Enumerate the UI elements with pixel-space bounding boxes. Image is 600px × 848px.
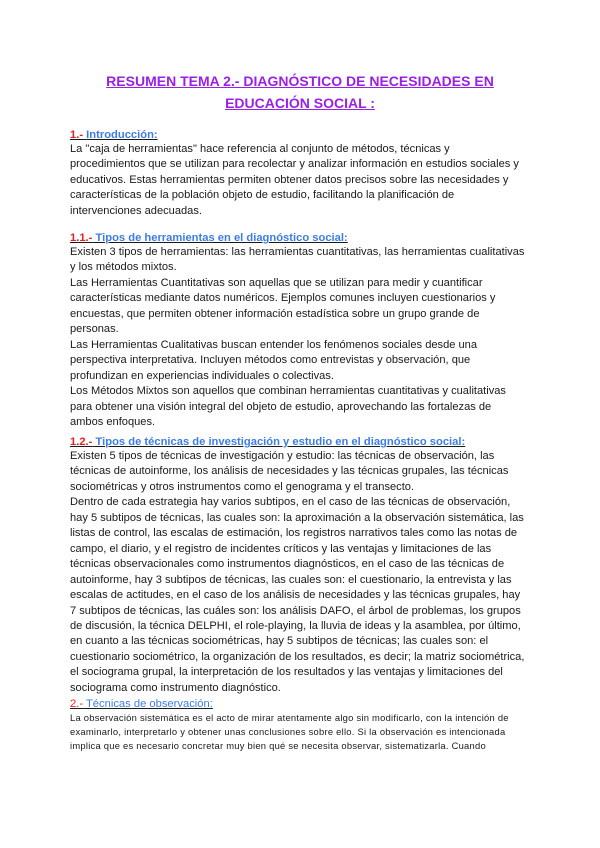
section-heading: [70, 435, 540, 449]
body-text-line: campo, el diario, y el registro de incidentes críticos y las ventajas y limitaciones de las: [70, 542, 492, 555]
body-text-line: autoinforme, hay 3 subtipos de técnicas, las cuales son: el cuestionario, la entrevista y las: [70, 573, 512, 586]
body-text-line: técnicas observacionales como instrumentos diagnósticos, en el caso de las técnicas de: [70, 558, 505, 571]
body-text-line: Las Herramientas Cualitativas buscan entender los fenómenos sociales desde una: [70, 338, 478, 351]
body-text-line: características de la población objeto de estudio, facilitando la planificación de: [70, 189, 455, 202]
body-text-line: características mediante datos numéricos. Ejemplos comunes incluyen cuestionarios y: [70, 292, 496, 305]
body-text-line: sociograma como instrumento diagnóstico.: [70, 681, 281, 694]
section-heading-text: Tipos de herramientas en el diagnóstico social:: [95, 232, 348, 244]
body-text-line: Dentro de cada estrategia hay varios subtipos, en el caso de las técnicas de observación,: [70, 496, 511, 509]
section-heading-text: Introducción:: [86, 129, 158, 141]
body-text-line: implica que es necesario concretar muy bien qué se necesita observar, sistematizarla. Cuando: [70, 740, 486, 751]
section-heading: [70, 697, 540, 711]
section-heading: [70, 128, 540, 142]
body-text-line: personas.: [70, 323, 119, 336]
title-line-1: RESUMEN TEMA 2.- DIAGNÓSTICO DE NECESIDADES EN: [106, 73, 494, 89]
section-heading-text: Técnicas de observación:: [85, 698, 213, 710]
section-tecnicas-observacion: [70, 697, 540, 753]
section-number: 1.2.-: [70, 436, 93, 448]
body-text-line: Los Métodos Mixtos son aquellos que combinan herramientas cuantitativas y cualitativas: [70, 385, 506, 398]
body-text-line: profundizan en experiencias individuales o colectivas.: [70, 369, 334, 382]
section-number: 1.1.-: [70, 232, 93, 244]
body-text-line: encuestas, que permiten obtener información estadística sobre un grupo grande de: [70, 307, 480, 320]
body-text-line: para obtener una visión integral del objeto de estudio, aprovechando las fortalezas de: [70, 400, 492, 413]
body-text-line: en cuanto a las técnicas sociométricas, hay 5 subtipos de técnicas; las cuales son: el: [70, 635, 489, 648]
body-text-line: examinarlo, interpretarlo y obtener unas conclusiones sobre ello. Si la observación es intencionada: [70, 726, 506, 737]
body-text-line: cuestionario sociométrico, la organización de los resultados, es decir; la matriz sociométrica,: [70, 650, 525, 663]
body-text-line: Existen 3 tipos de herramientas: las herramientas cuantitativas, las herramientas cualitativas: [70, 246, 525, 258]
body-text-line: La observación sistemática es el acto de mirar atentamente algo sin modificarlo, con la intención de: [70, 712, 509, 723]
body-text-line: educativos. Estas herramientas permiten obtener datos precisos sobre las necesidades y: [70, 173, 509, 186]
section-tipos-herramientas: [70, 231, 540, 430]
body-text-line: el sociograma grupal, la interpretación de los resultados y las ventajas y limitaciones del: [70, 666, 503, 679]
section-heading-text: Tipos de técnicas de investigación y estudio en el diagnóstico social:: [95, 436, 466, 448]
body-text-line: Las Herramientas Cuantitativas son aquellas que se utilizan para medir y cuantificar: [70, 276, 483, 289]
section-tipos-tecnicas: [70, 435, 540, 696]
body-text-line: intervenciones adecuadas.: [70, 204, 202, 217]
body-text-line: Existen 5 tipos de técnicas de investigación y estudio: las técnicas de observación, las: [70, 450, 495, 462]
section-number: 2.-: [70, 698, 84, 710]
section-introduccion: [70, 128, 540, 219]
title-line-2: EDUCACIÓN SOCIAL :: [225, 95, 375, 111]
body-text-line: y los métodos mixtos.: [70, 261, 177, 274]
body-text-line: sociométricas y otros instrumentos como el genograma y el transecto.: [70, 480, 415, 493]
section-number: 1.-: [70, 129, 84, 141]
body-text-line: ambos enfoques.: [70, 415, 156, 428]
body-text-line: procedimientos que se utilizan para recolectar y analizar información en estudios sociales y: [70, 158, 519, 171]
body-text-line: técnicas de autoinforme, los análisis de necesidades y las técnicas grupales, las técnicas: [70, 465, 509, 478]
body-text-line: de discusión, la técnica DELPHI, el role-playing, la lluvia de ideas y la asamblea, por último,: [70, 619, 521, 632]
body-text-line: escalas de actitudes, en el caso de los análisis de necesidades y las técnicas grupales, hay: [70, 589, 521, 602]
body-text-line: hay 5 subtipos de técnicas, las cuales son: la aproximación a la observación sistemática, las: [70, 511, 524, 524]
body-text-line: perspectiva interpretativa. Incluyen métodos como entrevistas y observación, que: [70, 354, 471, 367]
body-text-line: listas de control, las escalas de estimación, los registros narrativos tales como las notas de: [70, 527, 518, 540]
body-text-line: La "caja de herramientas" hace referencia al conjunto de métodos, técnicas y: [70, 143, 450, 155]
body-text-line: 7 subtipos de técnicas, las cuáles son: los análisis DAFO, el árbol de problemas, los grupos: [70, 604, 521, 617]
document-title: [0, 70, 600, 114]
section-heading: [70, 231, 540, 245]
